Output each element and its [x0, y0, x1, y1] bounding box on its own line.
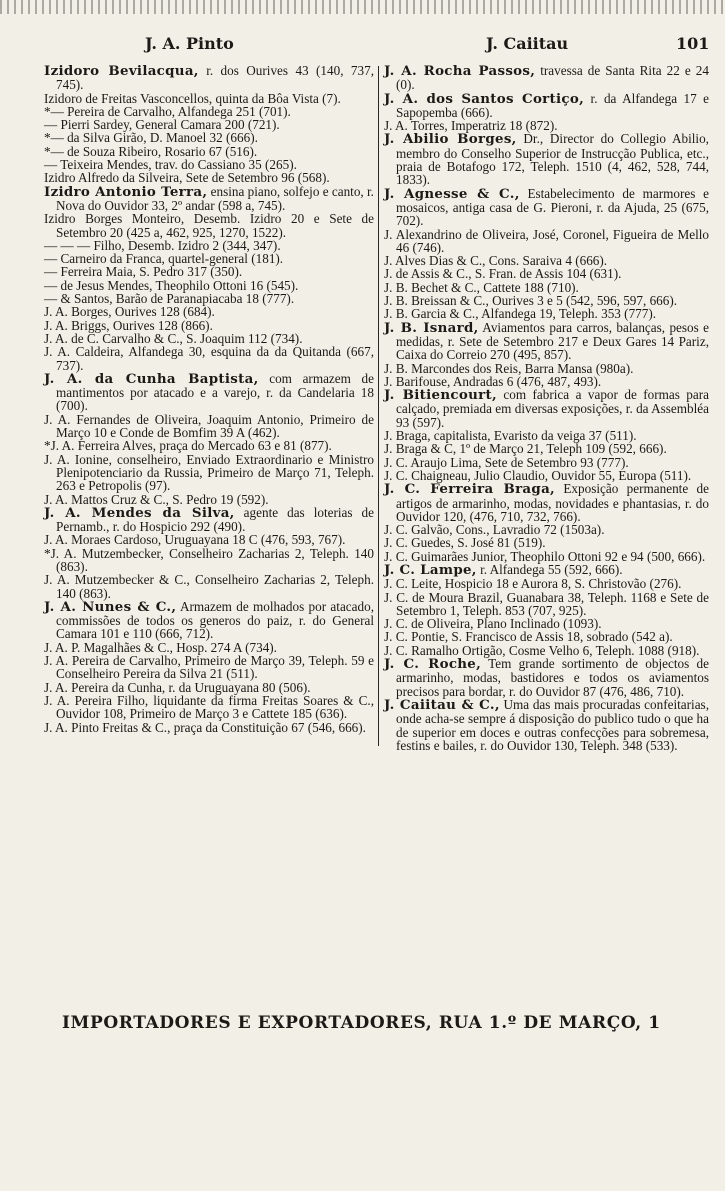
- directory-entry: [44, 493, 374, 506]
- entry-name: J. A. Mendes da Silva,: [44, 504, 235, 521]
- directory-entry: [384, 388, 709, 429]
- entry-text: Armazem de molhados por atacado, commissões de todos os generos do paiz, r. do General Camara 101 e 110 (666, 712).: [56, 598, 374, 642]
- directory-entry: [44, 600, 374, 641]
- entry-text: J. C. Guedes, S. José 81 (519).: [384, 535, 546, 551]
- entry-name: J. C. Roche,: [384, 656, 482, 673]
- directory-entry: [44, 292, 374, 305]
- directory-entry: [44, 439, 374, 452]
- directory-entry: [44, 319, 374, 332]
- entry-text: J. A. Mattos Cruz & C., S. Pedro 19 (592).: [44, 491, 269, 507]
- directory-entry: [44, 239, 374, 252]
- directory-entry: [384, 657, 709, 698]
- directory-entry: [44, 654, 374, 681]
- entry-text: J. C. Araujo Lima, Sete de Setembro 93 (777).: [384, 454, 629, 470]
- directory-entry: [44, 372, 374, 413]
- entry-text: J. B. Marcondes dos Reis, Barra Mansa (980a).: [384, 360, 634, 376]
- entry-text: r. da Alfandega 17 e Sapopemba (666).: [396, 90, 710, 120]
- entry-text: ensina piano, solfejo e canto, r. Nova do Ouvidor 33, 2º andar (598 a, 745).: [56, 183, 374, 213]
- entry-name: J. C. Ferreira Braga,: [384, 481, 556, 498]
- entry-text: J. A. Briggs, Ourives 128 (866).: [44, 317, 213, 333]
- directory-entry: [384, 442, 709, 455]
- entry-text: J. A. de C. Carvalho & C., S. Joaquim 112 (734).: [44, 330, 303, 346]
- entry-text: J. B. Bechet & C., Cattete 188 (710).: [384, 279, 579, 295]
- directory-entry: [44, 185, 374, 213]
- directory-entry: [384, 523, 709, 536]
- entry-text: J. A. Pereira Filho, liquidante da firma Freitas Soares & C., Ouvidor 108, Primeiro de Março 3 e Cattete 185 (636).: [44, 692, 374, 722]
- directory-entry: [44, 64, 374, 92]
- entry-text: J. Braga, capitalista, Evaristo da veiga 37 (511).: [384, 428, 637, 444]
- entry-text: Exposição permanente de artigos de armarinho, modas, novidades e phantasias, r. do Ouvidor 120, (476, 710, 732, 766).: [396, 481, 709, 524]
- entry-text: com fabrica a vapor de formas para calçado, premiada em diversas exposições, r. da Assembléa 93 (597).: [396, 387, 709, 430]
- entry-text: J. A. Moraes Cardoso, Uruguayana 18 C (476, 593, 767).: [44, 532, 346, 548]
- directory-entry: [384, 630, 709, 643]
- directory-entry: [384, 254, 709, 267]
- entry-text: Aviamentos para carros, balanças, pesos e medidas, r. Sete de Setembro 217 e Deux Gares 14 Pariz, Caixa do Correio 270 (495, 857).: [396, 319, 709, 363]
- entry-text: *— Pereira de Carvalho, Alfandega 251 (701).: [44, 103, 291, 119]
- directory-entry: [384, 429, 709, 442]
- directory-entry: [384, 294, 709, 307]
- entry-text: J. B. Breissan & C., Ourives 3 e 5 (542, 596, 597, 666).: [384, 293, 678, 309]
- entry-text: J. A. Borges, Ourives 128 (684).: [44, 304, 215, 320]
- entry-text: — & Santos, Barão de Paranapiacaba 18 (777).: [44, 291, 295, 307]
- right-column: [384, 64, 709, 752]
- directory-entry: [44, 573, 374, 600]
- entry-name: J. A. Nunes & C.,: [44, 598, 177, 615]
- entry-name: J. C. Lampe,: [384, 561, 477, 578]
- entry-name: Izidro Antonio Terra,: [44, 183, 208, 200]
- directory-entry: [44, 533, 374, 546]
- directory-entry: [44, 279, 374, 292]
- directory-entry: [44, 345, 374, 372]
- entry-text: *J. A. Mutzembecker, Conselheiro Zacharias 2, Teleph. 140 (863).: [44, 545, 374, 574]
- directory-entry: [384, 321, 709, 362]
- entry-text: J. Braga & C, 1º de Março 21, Teleph 109 (592, 666).: [384, 441, 667, 457]
- directory-entry: [44, 721, 374, 734]
- entry-text: J. C. Chaigneau, Julio Claudio, Ouvidor 55, Europa (511).: [384, 467, 692, 483]
- directory-entry: [384, 281, 709, 294]
- entry-text: *J. A. Ferreira Alves, praça do Mercado 63 e 81 (877).: [44, 438, 332, 454]
- directory-entry: [384, 132, 709, 186]
- entry-text: J. C. Pontie, S. Francisco de Assis 18, sobrado (542 a).: [384, 629, 673, 645]
- entry-text: — Teixeira Mendes, trav. do Cassiano 35 (265).: [44, 157, 297, 173]
- entry-text: J. Barifouse, Andradas 6 (476, 487, 493).: [384, 373, 602, 389]
- entry-name: J. A. da Cunha Baptista,: [44, 370, 259, 387]
- directory-entry: [384, 92, 709, 120]
- entry-text: Dr., Director do Collegio Abilio, membro do Conselho Superior de Instrucção Publica, etc., praia de Botafogo 172, Teleph. 1510 (4, 462, 528, 744, 1833).: [396, 131, 709, 188]
- entry-text: J. A. Caldeira, Alfandega 30, esquina da da Quitanda (667, 737).: [44, 344, 374, 373]
- entry-text: J. A. Mutzembecker & C., Conselheiro Zacharias 2, Teleph. 140 (863).: [44, 572, 374, 601]
- entry-text: J. C. de Oliveira, Plano Inclinado (1093).: [384, 616, 602, 632]
- entry-name: J. Caiitau & C.,: [384, 696, 500, 713]
- entry-text: J. C. Ramalho Ortigão, Cosme Velho 6, Teleph. 1088 (918).: [384, 642, 700, 658]
- entry-text: J. A. Pinto Freitas & C., praça da Constituição 67 (546, 666).: [44, 719, 366, 735]
- directory-entry: [44, 105, 374, 118]
- entry-text: J. C. Galvão, Cons., Lavradio 72 (1503a).: [384, 522, 605, 538]
- entry-text: — de Jesus Mendes, Theophilo Ottoni 16 (545).: [44, 277, 299, 293]
- directory-entry: [44, 131, 374, 144]
- entry-text: J. A. P. Magalhães & C., Hosp. 274 A (734).: [44, 639, 277, 655]
- entry-text: r. Alfandega 55 (592, 666).: [476, 561, 623, 577]
- directory-entry: [384, 307, 709, 320]
- entry-text: *— de Souza Ribeiro, Rosario 67 (516).: [44, 143, 258, 159]
- directory-entry: [44, 694, 374, 721]
- entry-text: J. A. Pereira da Cunha, r. da Uruguayana 80 (506).: [44, 679, 311, 695]
- directory-entry: [384, 187, 709, 228]
- directory-entry: [44, 265, 374, 278]
- entry-name: J. A. dos Santos Cortiço,: [384, 90, 585, 107]
- directory-entry: [44, 171, 374, 184]
- header-left-title: J. A. Pinto: [145, 34, 234, 53]
- directory-entry: [384, 644, 709, 657]
- directory-entry: [44, 641, 374, 654]
- column-divider: [378, 66, 379, 746]
- directory-entry: [44, 413, 374, 440]
- entry-text: *— da Silva Girão, D. Manoel 32 (666).: [44, 130, 258, 146]
- directory-entry: [384, 362, 709, 375]
- entry-text: — — — Filho, Desemb. Izidro 2 (344, 347).: [44, 237, 281, 253]
- directory-entry: [384, 591, 709, 618]
- entry-text: Estabelecimento de marmores e mosaicos, antiga casa de G. Pieroni, r. da Ajuda, 25 (675, 702).: [396, 185, 709, 229]
- entry-name: J. Bitiencourt,: [384, 387, 497, 404]
- entry-name: Izidoro Bevilacqua,: [44, 63, 199, 79]
- entry-text: Izidro Borges Monteiro, Desemb. Izidro 20 e Sete de Setembro 20 (425 a, 462, 925, 1270, 1522).: [44, 211, 374, 240]
- directory-entry: [44, 252, 374, 265]
- directory-entry: [384, 375, 709, 388]
- entry-name: J. B. Isnard,: [384, 319, 479, 336]
- entry-name: J. Agnesse & C.,: [384, 185, 520, 202]
- directory-entry: [44, 158, 374, 171]
- directory-entry: [44, 212, 374, 239]
- directory-entry: [384, 698, 709, 752]
- entry-text: J. A. Torres, Imperatriz 18 (872).: [384, 118, 558, 134]
- entry-text: — Carneiro da Franca, quartel-general (181).: [44, 251, 284, 267]
- entry-name: J. Abilio Borges,: [384, 131, 517, 148]
- entry-text: travessa de Santa Rita 22 e 24 (0).: [396, 63, 709, 93]
- entry-text: — Pierri Sardey, General Camara 200 (721).: [44, 117, 280, 133]
- directory-entry: [44, 547, 374, 574]
- directory-entry: [384, 456, 709, 469]
- entry-text: J. C. de Moura Brazil, Guanabara 38, Teleph. 1168 e Sete de Setembro 1, Teleph. 853 (707, 925).: [384, 589, 709, 618]
- entry-text: Uma das mais procuradas confeitarias, onde acha-se sempre á disposição do publico tudo o que ha de superior em doces e outras confecções para sobremesa, festins e bailes, r. do Ouvidor 130, Teleph. 348 (533).: [396, 696, 709, 753]
- directory-entry: [384, 228, 709, 255]
- entry-text: J. A. Fernandes de Oliveira, Joaquim Antonio, Primeiro de Março 10 e Conde de Bomfim 39 A (462).: [44, 411, 374, 441]
- entry-text: J. de Assis & C., S. Fran. de Assis 104 (631).: [384, 266, 622, 282]
- directory-entry: [384, 267, 709, 280]
- entry-text: J. Alexandrino de Oliveira, José, Coronel, Figueira de Mello 46 (746).: [384, 226, 709, 255]
- directory-entry: [44, 145, 374, 158]
- entry-text: agente das loterias de Pernamb., r. do Hospicio 292 (490).: [56, 504, 374, 535]
- entry-text: Tem grande sortimento de objectos de armarinho, modas, bastidores e todos os aviamentos precisos para bordar, r. do Ouvidor 87 (476, 486, 710).: [396, 656, 709, 699]
- page-number: 101: [676, 34, 710, 53]
- entry-text: r. dos Ourives 43 (140, 737, 745).: [56, 63, 374, 93]
- directory-entry: [44, 305, 374, 318]
- entry-text: com armazem de mantimentos por atacado e a varejo, r. da Candelaria 18 (700).: [56, 370, 374, 414]
- entry-text: J. A. Ionine, conselheiro, Enviado Extraordinario e Ministro Plenipotenciario da Russia, Primeiro de Março 71, Teleph. 263 e Petropolis (97).: [44, 451, 374, 494]
- directory-entry: [44, 681, 374, 694]
- entry-text: J. B. Garcia & C., Alfandega 19, Teleph. 353 (777).: [384, 306, 657, 322]
- entry-name: J. A. Rocha Passos,: [384, 63, 536, 79]
- directory-entry: [384, 536, 709, 549]
- directory-entry: [384, 563, 709, 577]
- directory-entry: [44, 453, 374, 493]
- page-footer: IMPORTADORES E EXPORTADORES, RUA 1.º DE MARÇO, 1: [62, 1013, 661, 1033]
- directory-entry: [384, 64, 709, 92]
- directory-entry: [44, 506, 374, 534]
- entry-text: — Ferreira Maia, S. Pedro 317 (350).: [44, 264, 243, 280]
- entry-text: Izidoro de Freitas Vasconcellos, quinta da Bôa Vista (7).: [44, 90, 341, 106]
- header-right-title: J. Caiitau: [486, 34, 569, 53]
- page-header: [0, 34, 725, 58]
- entry-text: Izidro Alfredo da Silveira, Sete de Setembro 96 (568).: [44, 170, 330, 186]
- left-column: [44, 64, 374, 734]
- directory-entry: [384, 577, 709, 590]
- directory-entry: [44, 118, 374, 131]
- directory-entry: [384, 550, 709, 563]
- directory-entry: [384, 617, 709, 630]
- directory-entry: [44, 332, 374, 345]
- directory-entry: [44, 92, 374, 105]
- directory-entry: [384, 469, 709, 482]
- directory-entry: [384, 119, 709, 132]
- entry-text: J. Alves Dias & C., Cons. Saraiva 4 (666).: [384, 253, 608, 269]
- entry-text: J. C. Leite, Hospicio 18 e Aurora 8, S. Christovão (276).: [384, 576, 682, 592]
- directory-entry: [384, 482, 709, 523]
- top-edge-noise: [0, 0, 725, 14]
- entry-text: J. A. Pereira de Carvalho, Primeiro de Março 39, Teleph. 59 e Conselheiro Pereira da Silva 21 (511).: [44, 653, 374, 682]
- entry-text: J. C. Guimarães Junior, Theophilo Ottoni 92 e 94 (500, 666).: [384, 548, 706, 564]
